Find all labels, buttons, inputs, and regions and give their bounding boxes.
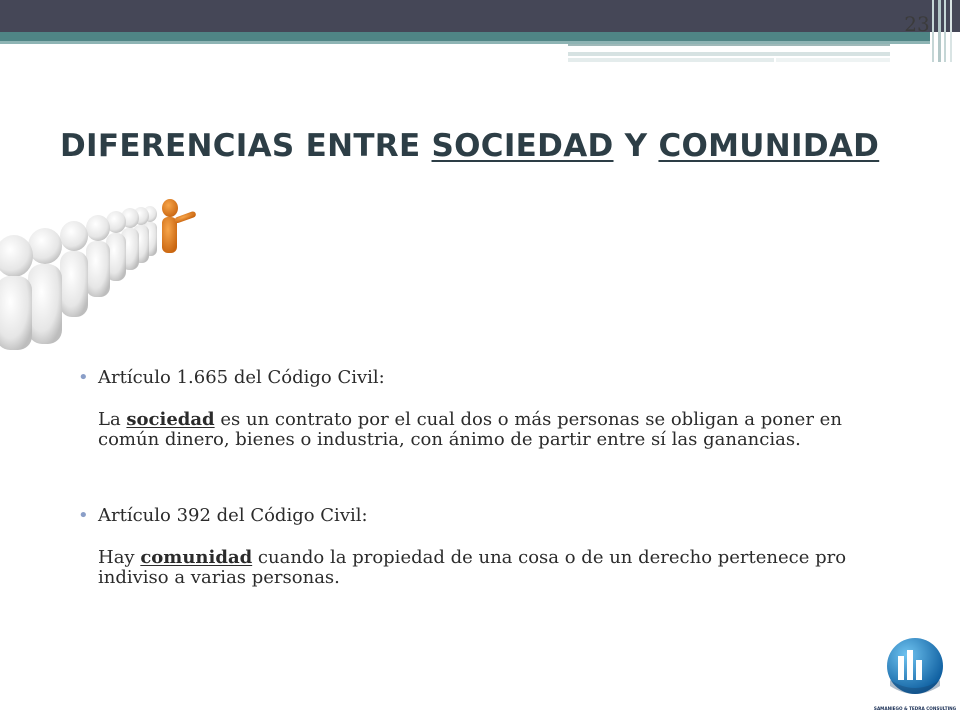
- title-term-comunidad: COMUNIDAD: [658, 128, 880, 164]
- bullet-heading: Artículo 1.665 del Código Civil:: [98, 367, 385, 388]
- header-decor-line: [568, 58, 774, 62]
- leader-figure: [162, 199, 197, 253]
- svg-text:SAMANIEGO & TEDRA CONSULTING: SAMANIEGO & TEDRA CONSULTING: [873, 706, 957, 711]
- header-decor-line: [568, 52, 890, 56]
- title-joiner: Y: [613, 128, 659, 164]
- keyword-comunidad: comunidad: [140, 547, 253, 568]
- definition-paragraph: La sociedad es un contrato por el cual dos o más personas se obligan a poner en común dinero, bienes o industria, con ánimo de partir entre sí las ganancias.: [98, 409, 842, 450]
- figure-group: [0, 206, 157, 350]
- header-decor-line: [776, 58, 890, 62]
- title-term-sociedad: SOCIEDAD: [431, 128, 614, 164]
- header-band: [0, 0, 960, 32]
- bullet-item: [78, 506, 878, 526]
- title-prefix: DIFERENCIAS ENTRE: [60, 128, 432, 164]
- slide-number: 23: [904, 12, 930, 36]
- keyword-sociedad: sociedad: [126, 409, 215, 430]
- header-band-teal: [0, 32, 930, 41]
- header-decor-vline: [950, 0, 952, 62]
- people-line-illustration: [0, 170, 205, 350]
- header-decor-vline: [938, 0, 941, 62]
- definition-paragraph: Hay comunidad cuando la propiedad de una cosa o de un derecho pertenece pro indiviso a varias personas.: [98, 547, 847, 588]
- slide-title: [60, 128, 879, 164]
- header-decor-line: [568, 44, 890, 46]
- header-decor-vline: [944, 0, 946, 62]
- bullet-dot-icon: •: [78, 367, 89, 388]
- slide-content: [78, 368, 878, 588]
- bullet-dot-icon: •: [78, 505, 89, 526]
- bullet-heading: Artículo 392 del Código Civil:: [98, 505, 368, 526]
- bullet-item: [78, 368, 878, 388]
- company-logo: [873, 636, 957, 716]
- header-decor-vline: [932, 0, 934, 62]
